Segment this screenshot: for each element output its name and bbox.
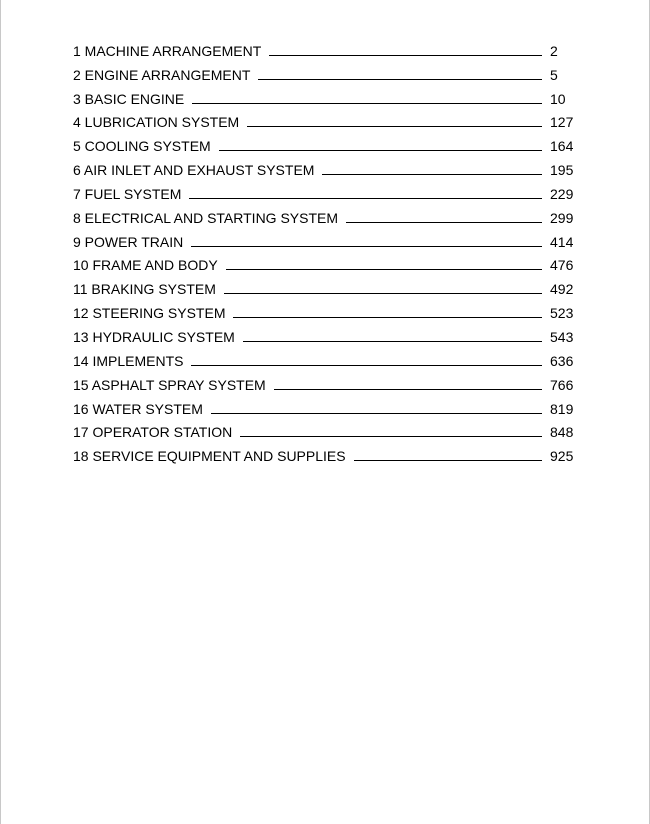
- toc-leader-line: [346, 222, 542, 223]
- toc-leader-line: [354, 460, 542, 461]
- toc-entry-title[interactable]: 15 ASPHALT SPRAY SYSTEM: [73, 376, 266, 393]
- toc-leader-line: [243, 341, 542, 342]
- toc-entry-title[interactable]: 12 STEERING SYSTEM: [73, 305, 226, 322]
- toc-entry[interactable]: [73, 181, 575, 205]
- toc-entry-title[interactable]: 10 FRAME AND BODY: [73, 257, 218, 274]
- toc-entry-page-number[interactable]: 414: [550, 233, 574, 250]
- toc-leader-line: [224, 293, 542, 294]
- toc-entry[interactable]: [73, 133, 575, 157]
- toc-entry[interactable]: [73, 205, 575, 229]
- toc-entry-page-number[interactable]: 476: [550, 257, 574, 274]
- toc-leader-line: [211, 413, 542, 414]
- toc-entry-title[interactable]: 16 WATER SYSTEM: [73, 400, 203, 417]
- toc-entry[interactable]: [73, 300, 575, 324]
- toc-entry-title[interactable]: 8 ELECTRICAL AND STARTING SYSTEM: [73, 209, 339, 226]
- toc-entry-page-number[interactable]: 492: [550, 281, 574, 298]
- toc-entry-title[interactable]: 14 IMPLEMENTS: [73, 352, 184, 369]
- toc-leader-line: [189, 198, 542, 199]
- toc-entry-title[interactable]: 1 MACHINE ARRANGEMENT: [73, 42, 262, 59]
- toc-entry-page-number[interactable]: 523: [550, 305, 574, 322]
- toc-leader-line: [192, 103, 542, 104]
- toc-entry-title[interactable]: 2 ENGINE ARRANGEMENT: [73, 66, 251, 83]
- toc-entry[interactable]: [73, 396, 575, 420]
- toc-entry-page-number[interactable]: 848: [550, 424, 574, 441]
- toc-entry[interactable]: [73, 276, 575, 300]
- toc-entry[interactable]: [73, 110, 575, 134]
- toc-leader-line: [258, 79, 542, 80]
- toc-entry-page-number[interactable]: 127: [550, 114, 574, 131]
- toc-entry-page-number[interactable]: 636: [550, 352, 574, 369]
- toc-leader-line: [247, 126, 542, 127]
- toc-entry-title[interactable]: 6 AIR INLET AND EXHAUST SYSTEM: [73, 162, 315, 179]
- toc-leader-line: [322, 174, 542, 175]
- toc-entry-title[interactable]: 18 SERVICE EQUIPMENT AND SUPPLIES: [73, 448, 346, 465]
- toc-leader-line: [219, 150, 542, 151]
- toc-entry-title[interactable]: 9 POWER TRAIN: [73, 233, 184, 250]
- toc-leader-line: [240, 436, 542, 437]
- toc-leader-line: [233, 317, 542, 318]
- toc-entry[interactable]: [73, 229, 575, 253]
- toc-entry[interactable]: [73, 253, 575, 277]
- toc-entry[interactable]: [73, 420, 575, 444]
- toc-leader-line: [274, 389, 542, 390]
- toc-entry-page-number[interactable]: 164: [550, 138, 574, 155]
- toc-entry-page-number[interactable]: 10: [550, 90, 566, 107]
- toc-entry[interactable]: [73, 157, 575, 181]
- toc-entry-title[interactable]: 7 FUEL SYSTEM: [73, 185, 182, 202]
- toc-leader-line: [269, 55, 542, 56]
- toc-leader-line: [191, 365, 542, 366]
- toc-entry-title[interactable]: 11 BRAKING SYSTEM: [73, 281, 216, 298]
- toc-entry[interactable]: [73, 324, 575, 348]
- toc-entry-title[interactable]: 5 COOLING SYSTEM: [73, 138, 211, 155]
- toc-entry-page-number[interactable]: 195: [550, 162, 574, 179]
- toc-leader-line: [191, 246, 542, 247]
- table-of-contents: [73, 38, 575, 467]
- toc-entry-title[interactable]: 4 LUBRICATION SYSTEM: [73, 114, 240, 131]
- toc-entry-page-number[interactable]: 229: [550, 185, 574, 202]
- toc-entry-page-number[interactable]: 819: [550, 400, 574, 417]
- toc-entry[interactable]: [73, 86, 575, 110]
- toc-entry-title[interactable]: 17 OPERATOR STATION: [73, 424, 233, 441]
- toc-entry-page-number[interactable]: 766: [550, 376, 574, 393]
- toc-entry-title[interactable]: 13 HYDRAULIC SYSTEM: [73, 328, 235, 345]
- toc-entry-title[interactable]: 3 BASIC ENGINE: [73, 90, 185, 107]
- toc-entry[interactable]: [73, 348, 575, 372]
- toc-entry[interactable]: [73, 443, 575, 467]
- toc-entry[interactable]: [73, 372, 575, 396]
- toc-entry-page-number[interactable]: 299: [550, 209, 574, 226]
- toc-entry-page-number[interactable]: 543: [550, 328, 574, 345]
- toc-entry[interactable]: [73, 62, 575, 86]
- toc-entry-page-number[interactable]: 925: [550, 448, 574, 465]
- toc-entry-page-number[interactable]: 5: [550, 66, 558, 83]
- toc-entry[interactable]: [73, 38, 575, 62]
- toc-entry-page-number[interactable]: 2: [550, 42, 558, 59]
- toc-leader-line: [226, 269, 542, 270]
